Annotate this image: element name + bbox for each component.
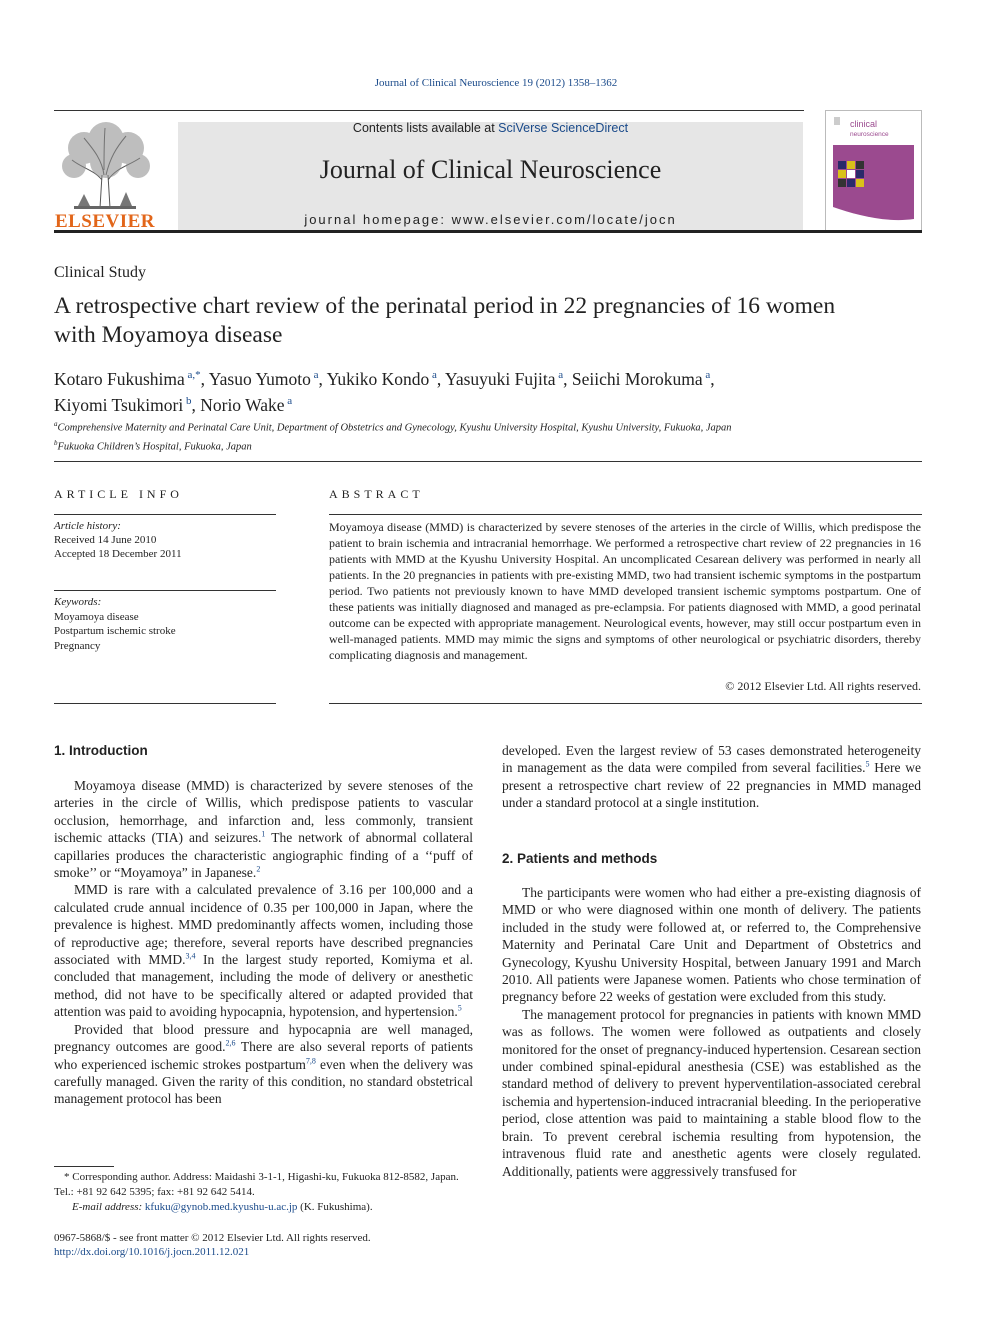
doi-link[interactable]: http://dx.doi.org/10.1016/j.jocn.2011.12.021 (54, 1246, 250, 1258)
keyword: Pregnancy (54, 639, 101, 652)
author-name: Kiyomi Tsukimori (54, 394, 184, 415)
citation-ref[interactable]: 5 (865, 759, 870, 769)
article-title: A retrospective chart review of the perinatal period in 22 pregnancies of 16 women with Moyamoya disease (54, 293, 836, 348)
journal-homepage[interactable]: journal homepage: www.elsevier.com/locate/jocn (304, 212, 677, 227)
author-affiliation-mark[interactable]: a (284, 394, 293, 407)
cover-title-top: clinical (850, 119, 878, 129)
keywords-label: Keywords: (54, 596, 102, 608)
abstract-copyright: © 2012 Elsevier Ltd. All rights reserved. (725, 679, 921, 693)
accepted-date: Accepted 18 December 2011 (54, 548, 182, 560)
cover-title-bottom: neuroscience (850, 131, 889, 138)
section-heading-methods: 2. Patients and methods (502, 851, 658, 866)
keywords (54, 595, 176, 653)
article-info-heading: ARTICLE INFO (54, 487, 183, 501)
footnote-rule (54, 1166, 114, 1167)
header-rule (54, 110, 804, 111)
abstract-rule (329, 514, 922, 515)
corresponding-address: * Corresponding author. Address: Maidashi 3-1-1, Higashi-ku, Fukuoka 812-8582, Japan. Tel.: +81 92 642 5395; fax: +81 92 642 5414. (54, 1171, 459, 1198)
affiliation-mark: a (54, 420, 58, 428)
author-list: Kotaro Fukushima $^{a,*}$, Yasuo Yumoto $^a$, Yukiko Kondo $^a$, Yasuyuki Fujita $^a$, Seiichi Morokuma $^a$, Kiyomi Tsukimori $^b$, Norio Wake $^a$ (54, 368, 715, 415)
article-type: Clinical Study (54, 264, 146, 281)
paragraph: The management protocol for pregnancies in patients with known MMD was as follows. The women were followed as outpatients and closely monitored for the onset of pregnancy-induced hypertension. Cesarean section under combined spinal-epidural anesthesia (CSE) was established as the standard method of delivery to prevent hyperventilation-associated cerebral ischemia and hypertension-induced intracranial bleeding. In the perioperative period, close attention was paid to maintaining a stable blood flow to the brain. To prevent cerebral ischemia resulting from hypotension, the intravenous fluid rate and anesthetic agents were closely regulated. Additionally, patients were aggressively transfused for (502, 1006, 921, 1179)
author-name: Kotaro Fukushima (54, 368, 185, 389)
citation-ref[interactable]: 2,6 (225, 1038, 236, 1048)
issn-line: 0967-5868/$ - see front matter © 2012 Elsevier Ltd. All rights reserved. (54, 1232, 371, 1244)
email-label: E-mail address: (72, 1201, 145, 1213)
author-name: Yukiko Kondo (326, 368, 430, 389)
journal-cover[interactable] (825, 110, 922, 232)
paragraph: MMD is rare with a calculated prevalence of 3.16 per 100,000 and a calculated crude annual incidence of 0.35 per 100,000 in Japan, where the prevalence is highest. MMD predominantly affects women, including those of reproductive age; therefore, several reports have described pregnancies associated with MMD.$^{3,4}$ In the largest study reported, Komiyma et al. concluded that management, including the mode of delivery or anesthetic method, did not have to be specifically altered or adapted provided that attention was paid to avoiding hypocapnia, hypotension, and hypertension.$^5$ (54, 882, 473, 1020)
citation-ref[interactable]: 5 (457, 1003, 462, 1013)
author-affiliation-mark[interactable]: b (183, 394, 192, 407)
citation-ref[interactable]: 3,4 (185, 951, 196, 961)
sciencedirect-link[interactable]: SciVerse ScienceDirect (498, 121, 629, 135)
author-affiliation-mark[interactable]: a,* (184, 369, 201, 381)
abstract-text: Moyamoya disease (MMD) is characterized by severe stenoses of the arteries in the circle of Willis, which predispose the patient to brain ischemia and intracranial hemorrhage. We performed a retrospective chart review of 22 pregnancies in 16 patients with MMD at the Kyushu University Hospital. An uncomplicated Cesarean delivery was performed in nearly all patients. In the 20 pregnancies in patients with pre-existing MMD, two had transient ischemic symptoms in the postpartum period. Two patients not previously known to have MMD developed transient ischemic symptoms postpartum. One of these patients was initially diagnosed and managed as pre-eclampsia. For patients diagnosed with MMD, a good perinatal outcome can be expected with appropriate management. Neurological events, however, may still occur postpartum even in well-managed patients. MMD may mimic the signs and symptoms of other neurological or psychiatric disorders, thereby complicating diagnosis and management. (329, 520, 921, 662)
affiliation-rule (54, 461, 922, 462)
contents-line (178, 121, 803, 135)
introduction-body (54, 777, 473, 1108)
affiliations (54, 417, 924, 454)
email-link[interactable]: kfuku@gynob.med.kyushu-u.ac.jp (144, 1201, 298, 1213)
paragraph: Moyamoya disease (MMD) is characterized by severe stenoses of the arteries in the circle of Willis, which predispose patients to vascular occlusion, hemorrhage, and infarction and, less commonly, transient ischemic attacks (TIA) and seizures.$^1$ The network of abnormal collateral capillaries produces the characteristic angiographic finding of a ‘‘puff of smoke’’ or “Moyamoya” in Japanese.$^2$ (54, 778, 473, 881)
received-date: Received 14 June 2010 (54, 534, 157, 546)
methods-body (502, 884, 921, 1180)
author-affiliation-mark[interactable]: a (310, 369, 319, 381)
introduction-continued (502, 742, 921, 812)
author-affiliation-mark[interactable]: a (429, 369, 437, 381)
paragraph: Provided that blood pressure and hypocapnia are well managed, pregnancy outcomes are good.$^{2,6}$ There are also several reports of patients who experienced ischemic strokes postpartum$^{7,8}$ even when the delivery was carefully managed. Given the rarity of this condition, no standard obstetrical management protocol has been (54, 1021, 473, 1107)
abstract-rule (329, 703, 922, 704)
affiliation: $^b$Fukuoka Children’s Hospital, Fukuoka, Japan (54, 438, 252, 452)
info-rule (54, 703, 276, 704)
citation-ref[interactable]: 7,8 (305, 1056, 316, 1065)
running-head[interactable]: Journal of Clinical Neuroscience 19 (2012) 1358–1362 (374, 77, 618, 89)
author-name: Yasuo Yumoto (208, 368, 311, 389)
header-rule-thick (54, 230, 922, 233)
contents-prefix: Contents lists available at (352, 121, 499, 135)
corresponding-author-footnote (54, 1170, 474, 1215)
article-history (54, 519, 182, 561)
citation-ref[interactable]: 1 (261, 829, 266, 839)
citation-ref[interactable]: 2 (256, 864, 261, 874)
article-meta (54, 1231, 474, 1259)
author-affiliation-mark[interactable]: a (555, 369, 564, 381)
affiliation-mark: b (54, 438, 58, 447)
keyword: Moyamoya disease (54, 610, 139, 623)
abstract-heading: ABSTRACT (329, 487, 424, 501)
author-name: Norio Wake (200, 394, 285, 415)
keyword: Postpartum ischemic stroke (54, 625, 176, 637)
elsevier-wordmark: ELSEVIER (54, 211, 156, 232)
paragraph: The participants were women who had either a pre-existing diagnosis of MMD or who were diagnosed within one month of delivery. The patients included in the study were followed at, or referred to, the Comprehensive Maternity and Perinatal Care Unit and Department of Obstetrics and Gynecology, Kyushu University Hospital, between January 1991 and March 2010. All patients were Japanese women. Patients who chose termination of pregnancy before 22 weeks of gestation were excluded from this study. (502, 885, 921, 1005)
paragraph: developed. Even the largest review of 53 cases demonstrated heterogeneity in management as the data were compiled from several facilities.$^5$ Here we present a retrospective chart review of 22 pregnancies in MMD managed under a standard protocol at a single institution. (502, 743, 921, 811)
journal-name: Journal of Clinical Neuroscience (319, 155, 662, 184)
journal-cover-art (826, 111, 921, 231)
author-affiliation-mark[interactable]: a (702, 369, 711, 381)
affiliation: $^a$Comprehensive Maternity and Perinatal Care Unit, Department of Obstetrics and Gynecology, Kyushu University Hospital, Kyushu University, Fukuoka, Japan (54, 420, 732, 434)
email-suffix: (K. Fukushima). (297, 1201, 373, 1213)
author-name: Seiichi Morokuma (571, 368, 703, 389)
author-name: Yasuyuki Fujita (444, 368, 556, 389)
info-rule (54, 590, 276, 591)
section-heading-introduction: 1. Introduction (54, 743, 148, 758)
history-label: Article history: (54, 520, 121, 532)
info-rule (54, 514, 276, 515)
